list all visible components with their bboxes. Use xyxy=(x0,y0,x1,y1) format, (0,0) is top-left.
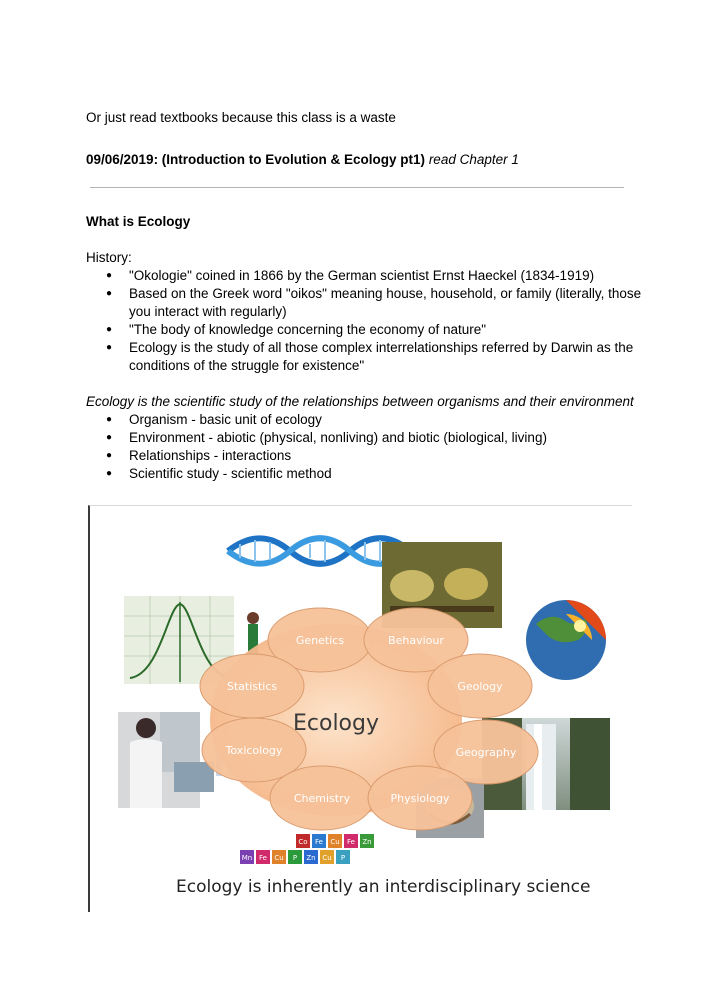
discipline-node-label: Statistics xyxy=(226,680,278,693)
discipline-node-label: Physiology xyxy=(390,792,450,805)
discipline-node-label: Behaviour xyxy=(388,634,444,647)
element-tile-label: Zn xyxy=(306,854,316,862)
definition-item: ● Environment - abiotic (physical, nonliving) and biotic (biological, living) xyxy=(86,429,646,447)
definition-item: ● Organism - basic unit of ecology xyxy=(86,411,646,429)
discipline-node-label: Geography xyxy=(455,746,517,759)
discipline-node-label: Genetics xyxy=(295,634,345,647)
element-tile-label: Cu xyxy=(322,854,332,862)
element-tile-label: P xyxy=(340,854,346,862)
element-tile-label: Fe xyxy=(315,838,323,846)
element-tile-label: Fe xyxy=(347,838,355,846)
element-tile-label: Co xyxy=(298,838,308,846)
element-tile-label: Cu xyxy=(274,854,284,862)
lecture-date-title: 09/06/2019: (Introduction to Evolution & Ecology pt1) xyxy=(86,152,426,167)
lecture-reading: read Chapter 1 xyxy=(428,152,519,167)
earth-globe-icon xyxy=(526,600,606,680)
history-label: History: xyxy=(86,250,132,265)
definition-text: Ecology is the scientific study of the relationships between organisms and their environment xyxy=(86,394,634,409)
element-tile-label: Mn xyxy=(241,854,253,862)
history-item: ● "The body of knowledge concerning the economy of nature" xyxy=(86,321,646,339)
horizontal-divider xyxy=(90,187,624,188)
element-tiles-icon xyxy=(240,834,374,864)
definition-item: ● Scientific study - scientific method xyxy=(86,465,646,483)
discipline-node-geology xyxy=(428,654,532,718)
history-item: ● "Okologie" coined in 1866 by the German scientist Ernst Haeckel (1834-1919) xyxy=(86,267,646,285)
figure-caption: Ecology is inherently an interdisciplinary science xyxy=(176,877,591,897)
history-list xyxy=(86,267,646,375)
section-heading: What is Ecology xyxy=(86,214,191,229)
element-tile-label: Cu xyxy=(330,838,340,846)
element-tile-label: P xyxy=(292,854,298,862)
ecology-center-label: Ecology xyxy=(292,711,380,736)
discipline-node-label: Geology xyxy=(457,680,503,693)
history-item: ● Ecology is the study of all those complex interrelationships referred by Darwin as the conditions of the struggle for existence" xyxy=(86,339,646,375)
discipline-node-label: Chemistry xyxy=(293,792,351,805)
history-item: ● Based on the Greek word "oikos" meaning house, household, or family (literally, those you interact with regularly) xyxy=(86,285,646,321)
element-tile-label: Fe xyxy=(259,854,267,862)
ecology-diagram xyxy=(90,506,630,912)
discipline-node-chemistry xyxy=(270,766,374,830)
intro-line: Or just read textbooks because this class is a waste xyxy=(86,110,396,125)
lecture-heading xyxy=(86,151,519,169)
discipline-node-physiology xyxy=(368,766,472,830)
ecology-diagram-figure xyxy=(88,505,632,912)
discipline-node-label: Toxicology xyxy=(225,744,283,757)
definition-item: ● Relationships - interactions xyxy=(86,447,646,465)
definition-list xyxy=(86,411,646,483)
element-tile-label: Zn xyxy=(362,838,372,846)
discipline-node-statistics xyxy=(200,654,304,718)
